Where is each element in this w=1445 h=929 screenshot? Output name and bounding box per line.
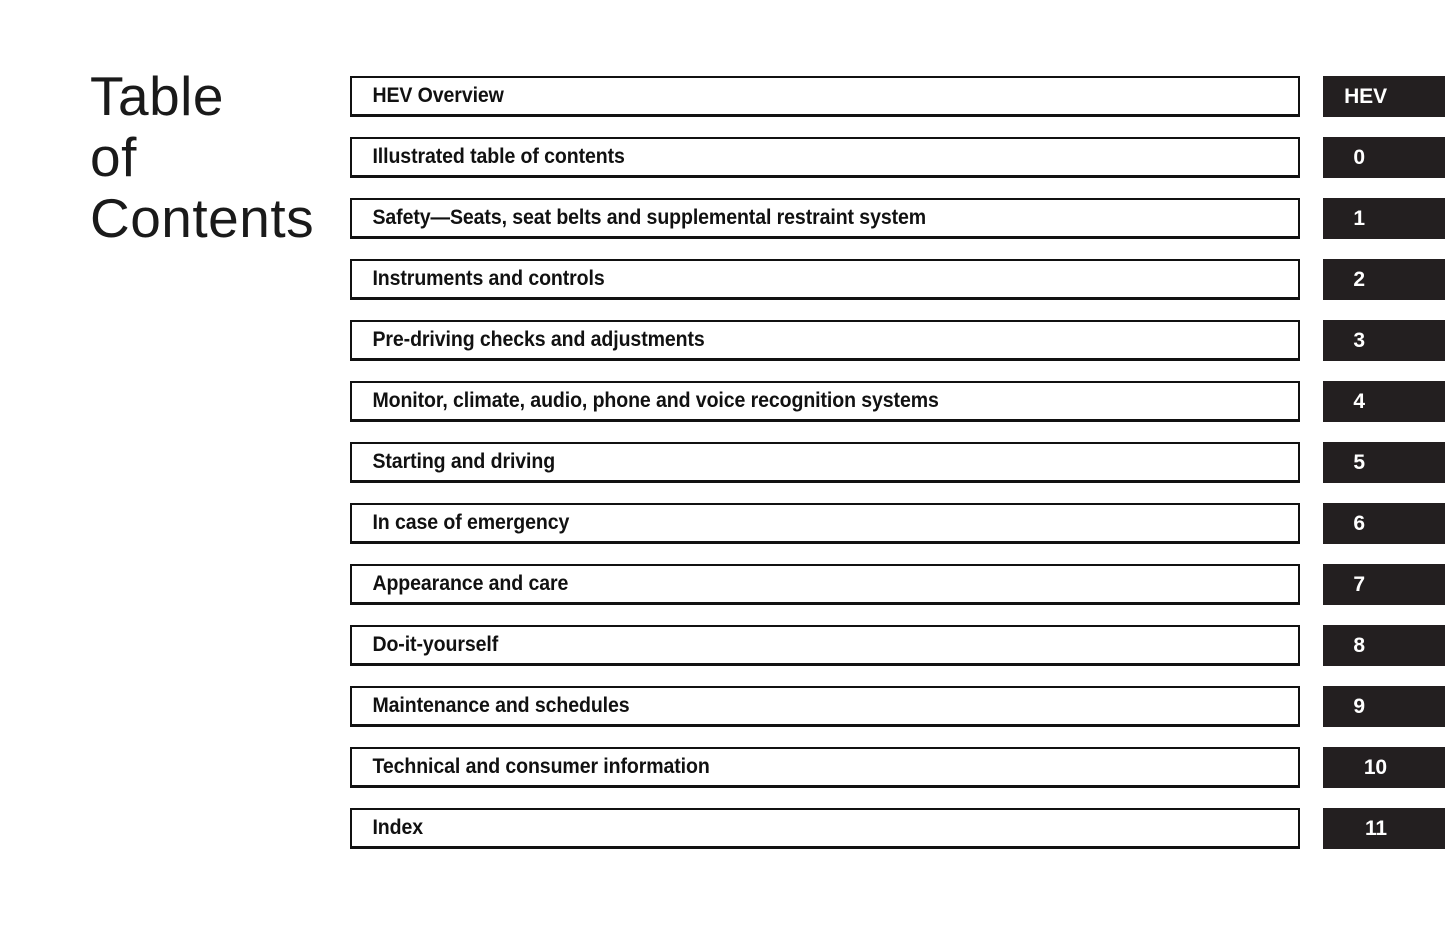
contents-entry-label: Technical and consumer information — [372, 755, 710, 778]
contents-row — [0, 503, 1445, 544]
contents-row — [0, 198, 1445, 239]
contents-entry-label: Pre-driving checks and adjustments — [372, 328, 705, 351]
contents-entry-label: Appearance and care — [372, 572, 569, 595]
section-tab-label: 11 — [1365, 816, 1387, 840]
contents-entry-label: Starting and driving — [372, 450, 556, 473]
contents-row — [0, 686, 1445, 727]
contents-row — [0, 137, 1445, 178]
page-title-line-3: Contents — [90, 187, 315, 249]
contents-row — [0, 76, 1445, 117]
contents-entry-button[interactable] — [350, 625, 1300, 666]
section-tab-marker[interactable] — [1323, 808, 1445, 849]
section-tab-label: 6 — [1353, 511, 1365, 535]
contents-list — [0, 76, 1445, 869]
section-tab-marker[interactable] — [1323, 503, 1445, 544]
contents-entry-button[interactable] — [350, 564, 1300, 605]
section-tab-marker[interactable] — [1323, 625, 1445, 666]
section-tab-marker[interactable] — [1323, 564, 1445, 605]
section-tab-label: 0 — [1353, 145, 1365, 169]
section-tab-marker[interactable] — [1323, 320, 1445, 361]
section-tab-marker[interactable] — [1323, 259, 1445, 300]
section-tab-marker[interactable] — [1323, 747, 1445, 788]
section-tab-label: 1 — [1353, 206, 1365, 230]
section-tab-label: HEV — [1344, 84, 1387, 108]
section-tab-label: 3 — [1353, 328, 1365, 352]
section-tab-marker[interactable] — [1323, 198, 1445, 239]
contents-row — [0, 381, 1445, 422]
contents-entry-button[interactable] — [350, 76, 1300, 117]
page-title-line-1: Table — [90, 65, 224, 127]
contents-row — [0, 625, 1445, 666]
contents-entry-label: Monitor, climate, audio, phone and voice recognition systems — [372, 389, 939, 412]
section-tab-label: 9 — [1353, 694, 1365, 718]
section-tab-label: 5 — [1353, 450, 1365, 474]
contents-entry-label: Instruments and controls — [372, 267, 605, 290]
contents-row — [0, 320, 1445, 361]
contents-row — [0, 808, 1445, 849]
contents-entry-button[interactable] — [350, 808, 1300, 849]
contents-entry-button[interactable] — [350, 320, 1300, 361]
section-tab-marker[interactable] — [1323, 686, 1445, 727]
contents-entry-button[interactable] — [350, 442, 1300, 483]
contents-row — [0, 747, 1445, 788]
contents-entry-button[interactable] — [350, 259, 1300, 300]
contents-entry-button[interactable] — [350, 381, 1300, 422]
contents-entry-button[interactable] — [350, 137, 1300, 178]
contents-row — [0, 442, 1445, 483]
contents-entry-label: Safety—Seats, seat belts and supplemental restraint system — [372, 206, 927, 229]
section-tab-marker[interactable] — [1323, 137, 1445, 178]
section-tab-label: 4 — [1353, 389, 1365, 413]
contents-entry-label: HEV Overview — [372, 84, 504, 107]
contents-entry-button[interactable] — [350, 747, 1300, 788]
contents-entry-button[interactable] — [350, 198, 1300, 239]
section-tab-label: 10 — [1363, 755, 1387, 779]
contents-entry-button[interactable] — [350, 503, 1300, 544]
contents-entry-label: In case of emergency — [372, 511, 570, 534]
contents-entry-label: Illustrated table of contents — [372, 145, 625, 168]
page-title-line-2: of — [90, 126, 137, 188]
section-tab-label: 8 — [1353, 633, 1365, 657]
contents-entry-button[interactable] — [350, 686, 1300, 727]
contents-entry-label: Do-it-yourself — [372, 633, 499, 656]
contents-entry-label: Maintenance and schedules — [372, 694, 630, 717]
section-tab-label: 2 — [1353, 267, 1365, 291]
section-tab-marker[interactable] — [1323, 442, 1445, 483]
section-tab-label: 7 — [1353, 572, 1365, 596]
section-tab-marker[interactable] — [1323, 76, 1445, 117]
contents-row — [0, 564, 1445, 605]
contents-row — [0, 259, 1445, 300]
contents-entry-label: Index — [372, 816, 424, 839]
section-tab-marker[interactable] — [1323, 381, 1445, 422]
